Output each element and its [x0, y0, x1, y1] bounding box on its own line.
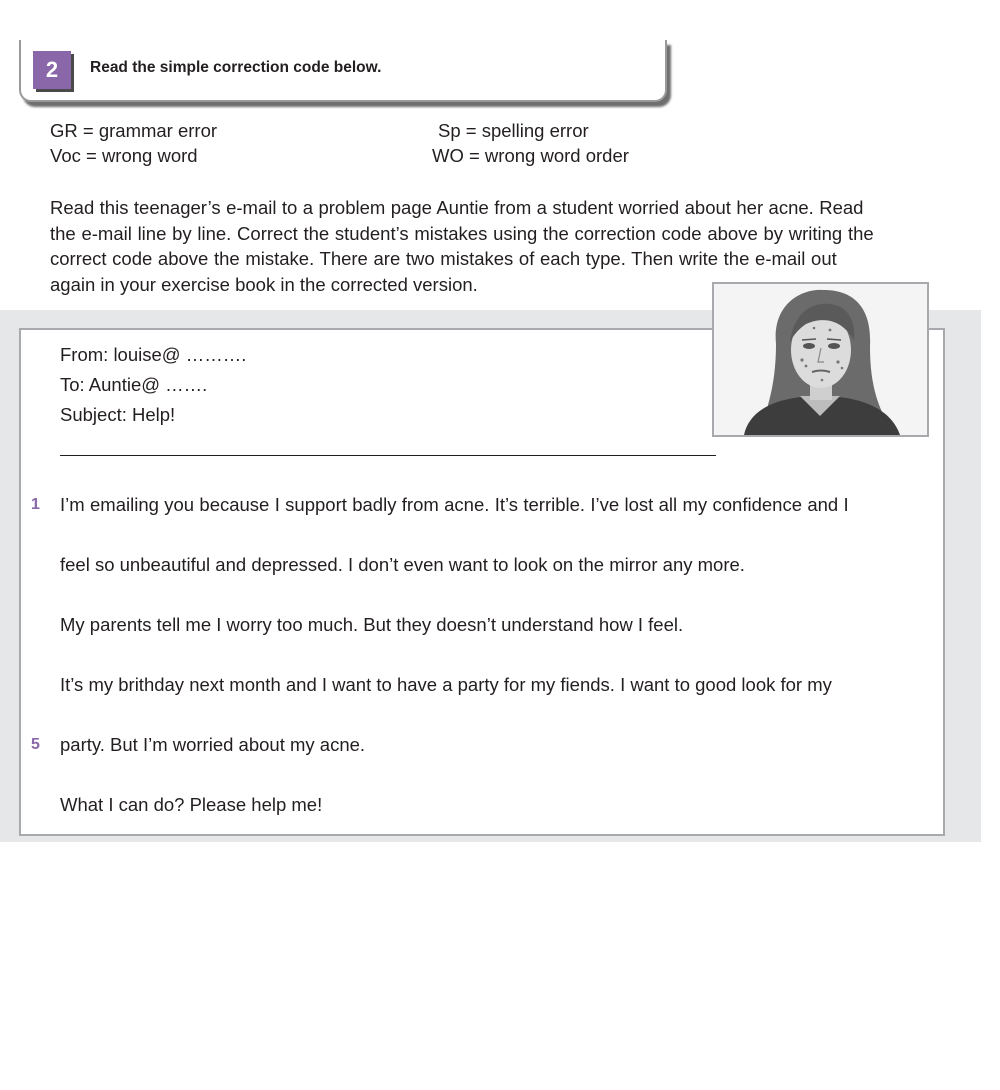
paragraph-line: correct code above the mistake. There are two mistakes of each type. Then write the e-mail out	[50, 248, 837, 269]
email-subject-field: Subject: Help!	[60, 404, 176, 425]
girl-portrait-image	[712, 282, 929, 437]
email-body-line: My parents tell me I worry too much. But they doesn’t understand how I feel.	[60, 614, 684, 635]
code-word-order: WO = wrong word order	[432, 145, 629, 166]
paragraph-line: again in your exercise book in the corrected version.	[50, 273, 478, 295]
girl-portrait-illustration	[714, 284, 927, 435]
email-body-line: party. But I’m worried about my acne.	[60, 734, 366, 755]
exercise-instruction: Read the simple correction code below.	[90, 59, 382, 76]
paragraph-line: Read this teenager’s e-mail to a problem page Auntie from a student worried about her acne. Read	[50, 197, 864, 218]
exercise-number-badge: 2	[33, 51, 71, 89]
line-number-1: 1	[31, 496, 40, 513]
code-wrong-word: Voc = wrong word	[50, 145, 198, 166]
code-grammar: GR = grammar error	[50, 120, 218, 141]
email-header-divider	[60, 455, 716, 456]
email-to-field: To: Auntie@ …….	[60, 374, 208, 395]
email-body-line: What I can do? Please help me!	[60, 794, 323, 815]
email-body-line: It’s my brithday next month and I want to have a party for my fiends. I want to good look for my	[60, 674, 832, 695]
paragraph-line: the e-mail line by line. Correct the student’s mistakes using the correction code above by writing the	[50, 222, 874, 244]
line-number-5: 5	[31, 736, 40, 753]
email-from-field: From: louise@ ……….	[60, 344, 247, 365]
email-body-line: feel so unbeautiful and depressed. I don’t even want to look on the mirror any more.	[60, 554, 745, 575]
email-body-line: I’m emailing you because I support badly from acne. It’s terrible. I’ve lost all my confidence and I	[60, 494, 849, 515]
code-spelling: Sp = spelling error	[438, 120, 589, 141]
